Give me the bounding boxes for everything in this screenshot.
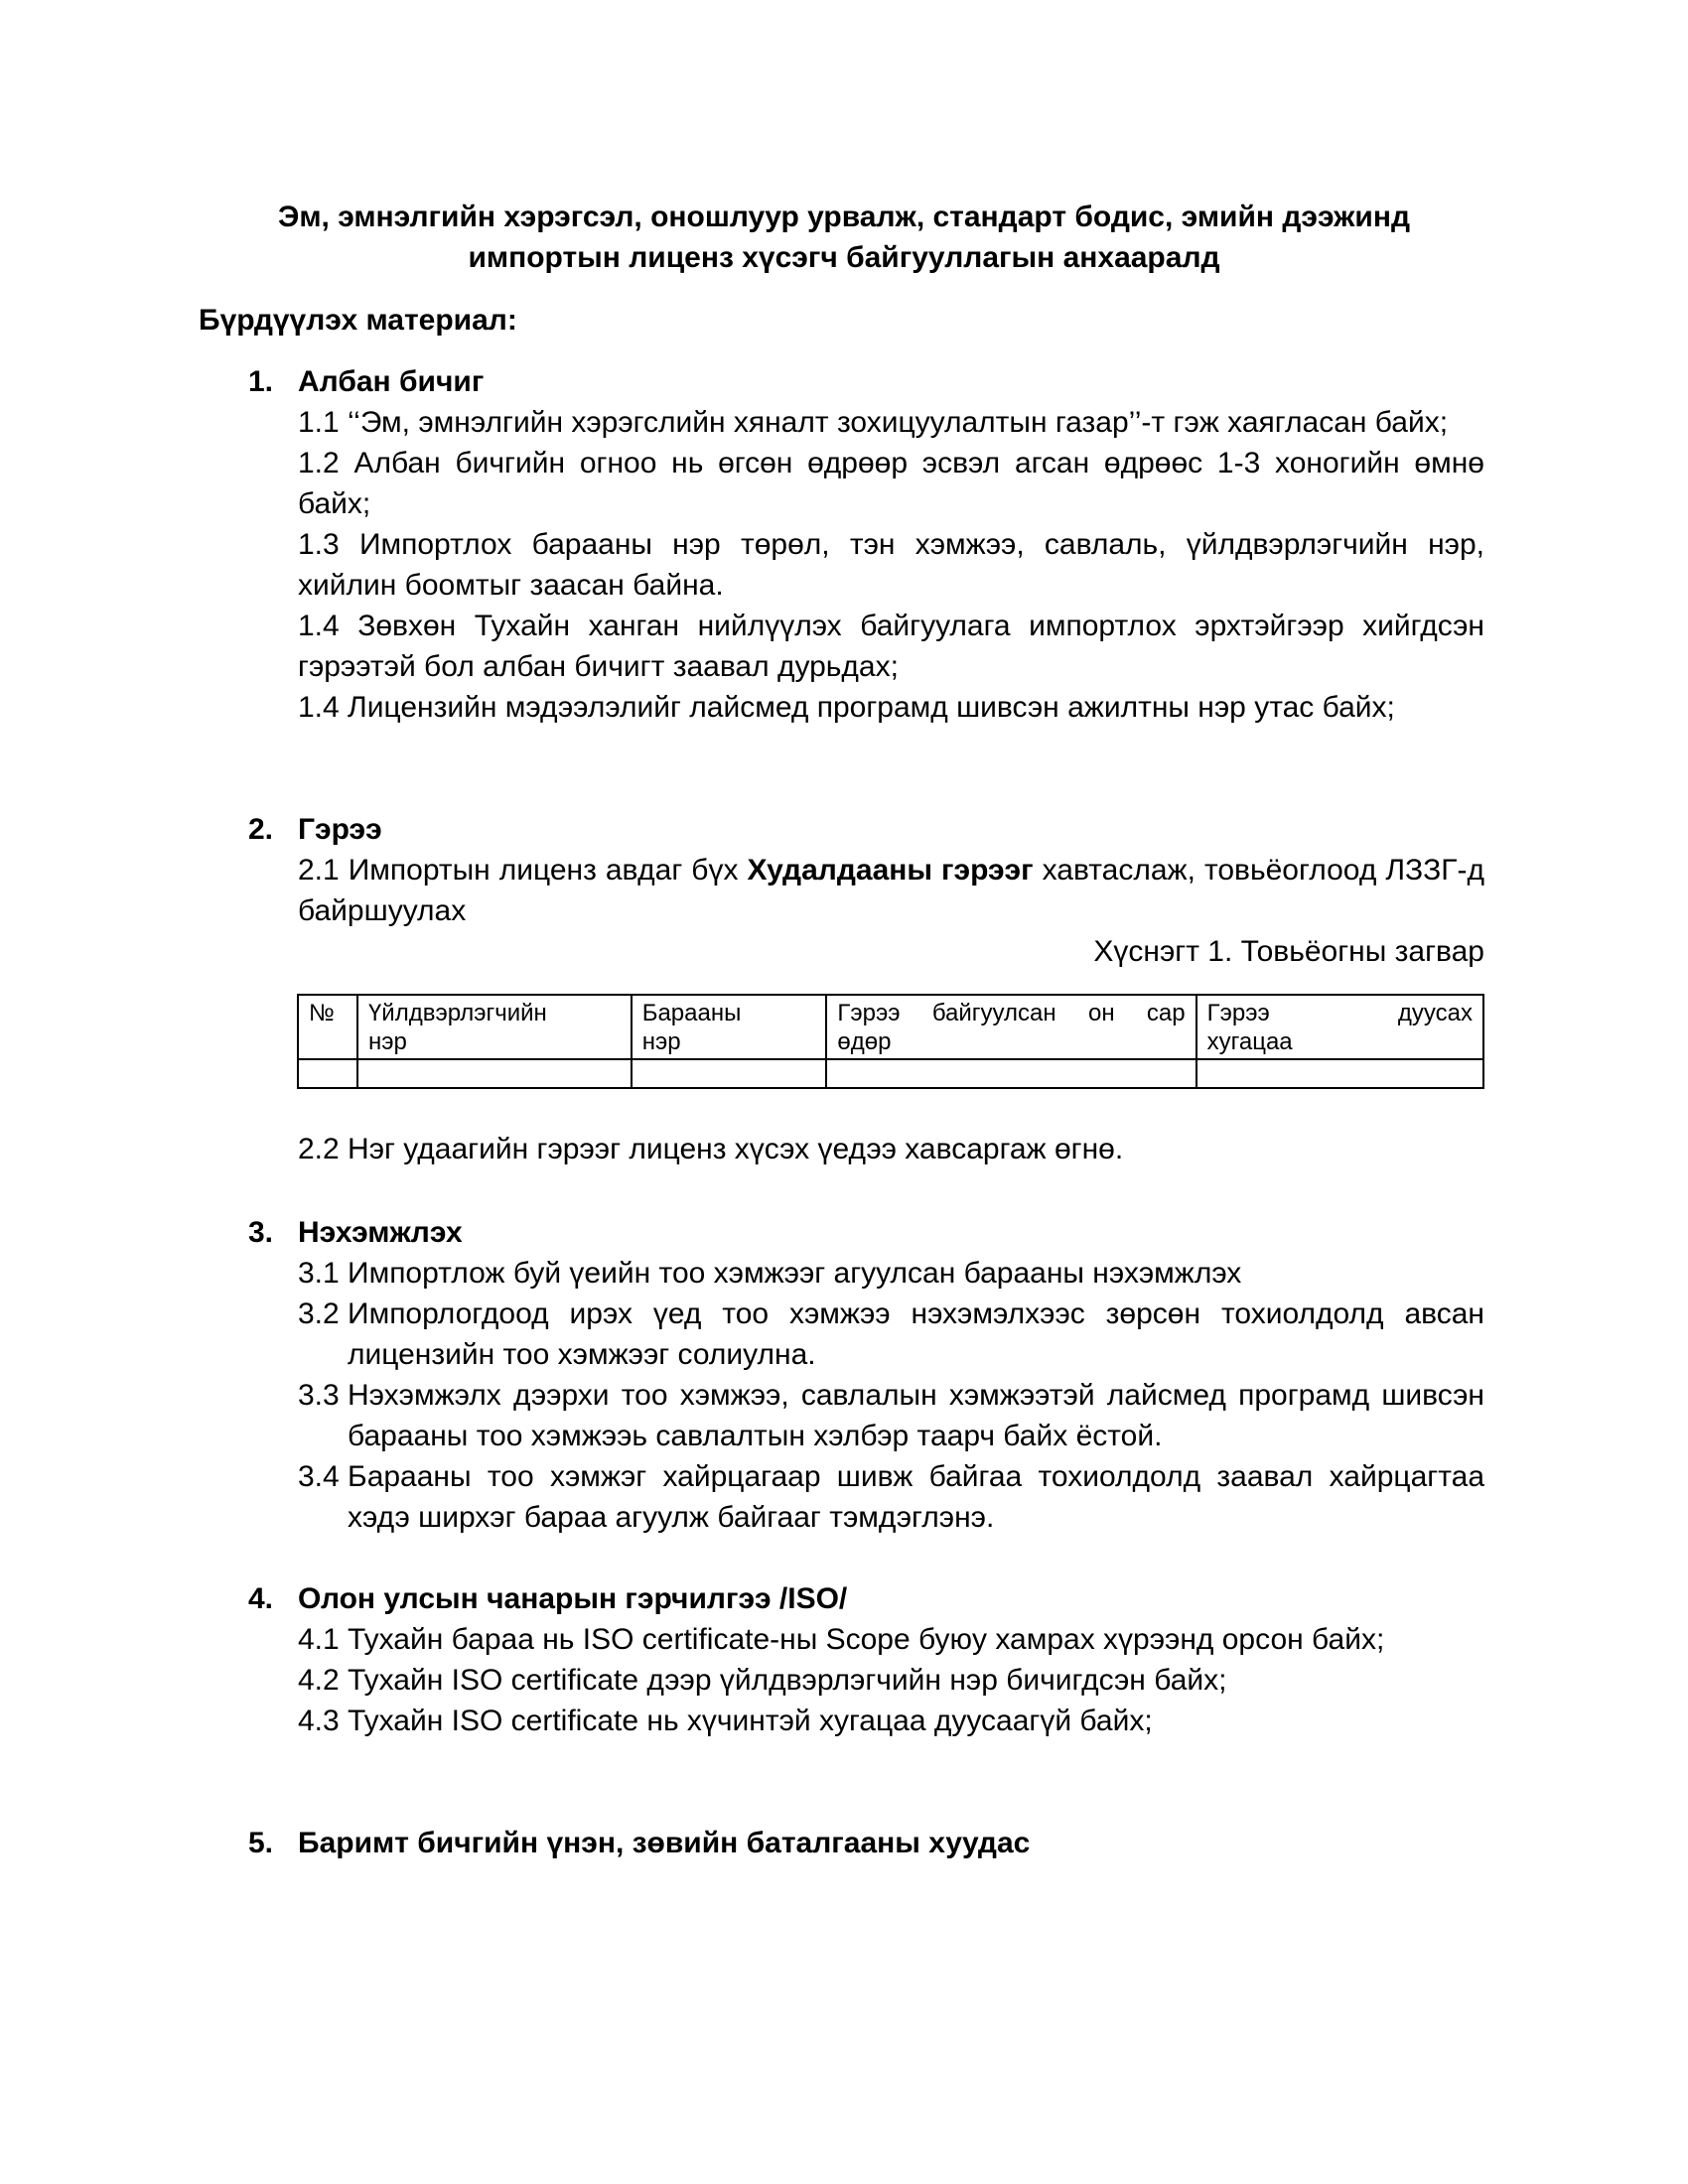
item-number: 3.4 [298, 1460, 340, 1493]
section-number: 2. [248, 813, 274, 846]
table-cell [826, 1059, 1196, 1088]
section-heading [248, 361, 1484, 402]
list-item [248, 1701, 1484, 1741]
section-iso-certificate [248, 1578, 1484, 1741]
item-number: 4.2 [298, 1664, 340, 1697]
item-number: 3.1 [298, 1257, 340, 1290]
item-number: 4.1 [298, 1623, 340, 1656]
table-header-cell [1196, 995, 1483, 1059]
title-line-1: Эм, эмнэлгийн хэрэгсэл, оношлуур урвалж, стандарт бодис, эмийн дээжинд [277, 201, 1411, 233]
list-item [248, 1375, 1484, 1456]
table-caption: Хүснэгт 1. Товьёогны загвар [1093, 935, 1484, 968]
list-item: 1.2 Албан бичгийн огноо нь өгсөн өдрөөр эсвэл агсан өдрөөс 1-3 хоногийн өмнө байх; [298, 447, 1484, 520]
section-title: Албан бичиг [298, 365, 485, 398]
section-invoice [248, 1212, 1484, 1538]
table-cell [298, 1059, 357, 1088]
header-text: Гэрээ байгуулсан он сар [837, 1000, 1186, 1026]
header-text: өдөр [837, 1028, 892, 1055]
table-header-cell [298, 995, 357, 1059]
item-text: Тухайн ISO certificate нь хүчинтэй хугацаа дуусаагүй байх; [348, 1705, 1153, 1737]
section-authenticity-guarantee [248, 1823, 1484, 1863]
list-item [248, 1294, 1484, 1375]
item-number: 4.3 [298, 1705, 340, 1737]
section-heading [248, 1578, 1484, 1619]
item-text: Импорлогдоод ирэх үед тоо хэмжээ нэхэмэлхээс зөрсөн тохиолдолд авсан лицензийн тоо хэмжээг солиулна. [348, 1297, 1484, 1371]
item-text-prefix: 2.1 Импортын лиценз авдаг бүх [298, 854, 748, 887]
item-text: Импортлож буй үеийн тоо хэмжээг агуулсан барааны нэхэмжлэх [348, 1257, 1242, 1290]
table-cell [357, 1059, 632, 1088]
list-item [248, 1660, 1484, 1701]
table-header-cell [826, 995, 1196, 1059]
register-template-table [297, 994, 1484, 1089]
section-number: 4. [248, 1582, 274, 1615]
list-item: 1.1 ‘‘Эм, эмнэлгийн хэрэгслийн хяналт зохицуулалтын газар’’-т гэж хаягласан байх; [298, 406, 1449, 439]
list-item [248, 1253, 1484, 1294]
item-text-bold: Худалдааны гэрээг [747, 854, 1034, 887]
section-number: 3. [248, 1216, 274, 1249]
table-row [298, 1059, 1483, 1088]
table-header-cell [357, 995, 632, 1059]
table-cell [632, 1059, 827, 1088]
list-item [248, 1619, 1484, 1660]
item-text: Тухайн ISO certificate дээр үйлдвэрлэгчийн нэр бичигдсэн байх; [348, 1664, 1227, 1697]
section-number: 5. [248, 1827, 274, 1859]
item-text: Тухайн бараа нь ISO certificate-ны Scope буюу хамрах хүрээнд орсон байх; [348, 1623, 1385, 1656]
header-text: Гэрээ дуусах [1206, 1000, 1473, 1026]
section-number: 1. [248, 365, 274, 398]
section-official-letter [248, 361, 1484, 728]
list-item [248, 1456, 1484, 1538]
table-header-row [298, 995, 1483, 1059]
header-text: нэр [641, 1028, 681, 1055]
section-title: Олон улсын чанарын гэрчилгээ /ISO/ [298, 1582, 848, 1615]
list-item: 2.2 Нэг удаагийн гэрээг лиценз хүсэх үедээ хавсаргаж өгнө. [298, 1133, 1124, 1165]
table-cell [1196, 1059, 1483, 1088]
table-header-cell [632, 995, 827, 1059]
item-text: Барааны тоо хэмжэг хайрцагаар шивж байгаа тохиолдолд заавал хайрцагтаа хэдэ ширхэг бараа агуулж байгааг тэмдэглэнэ. [348, 1460, 1484, 1534]
header-text: Барааны [641, 1000, 742, 1026]
section-heading [248, 1212, 1484, 1253]
item-text: Нэхэмжэлх дээрхи тоо хэмжээ, савлалын хэмжээтэй лайсмед програмд шивсэн барааны тоо хэмжээь савлалтын хэлбэр таарч байх ёстой. [348, 1379, 1484, 1452]
section-title: Гэрээ [298, 813, 382, 846]
header-text: хугацаа [1206, 1028, 1293, 1055]
header-text: нэр [367, 1028, 407, 1055]
materials-heading: Бүрдүүлэх материал: [199, 304, 517, 337]
section-title: Баримт бичгийн үнэн, зөвийн баталгааны хуудас [298, 1827, 1031, 1859]
title-line-2: импортын лиценз хүсэгч байгууллагын анхааралд [468, 241, 1220, 274]
section-heading [248, 1823, 1484, 1863]
list-item: 1.4 Лицензийн мэдээлэлийг лайсмед програмд шивсэн ажилтны нэр утас байх; [298, 691, 1395, 724]
list-item: 1.3 Импортлох барааны нэр төрөл, тэн хэмжээ, савлаль, үйлдвэрлэгчийн нэр, хийлин боомтыг заасан байна. [298, 528, 1484, 602]
header-text: № [309, 1000, 335, 1026]
item-number: 3.3 [298, 1379, 340, 1412]
section-heading [248, 809, 1484, 850]
list-item [248, 850, 1484, 931]
item-number: 3.2 [298, 1297, 340, 1330]
header-text: Үйлдвэрлэгчийн [367, 1000, 547, 1026]
section-contract [248, 809, 1484, 972]
section-title: Нэхэмжлэх [298, 1216, 463, 1249]
document-title [199, 197, 1489, 278]
item-text-suffix: хавтаслаж, товьёоглоод ЛЗЗГ-д байршуулах [298, 854, 1485, 927]
list-item: 1.4 Зөвхөн Тухайн ханган нийлүүлэх байгуулага импортлох эрхтэйгээр хийгдсэн гэрээтэй бол албан бичигт заавал дурьдах; [298, 610, 1484, 683]
